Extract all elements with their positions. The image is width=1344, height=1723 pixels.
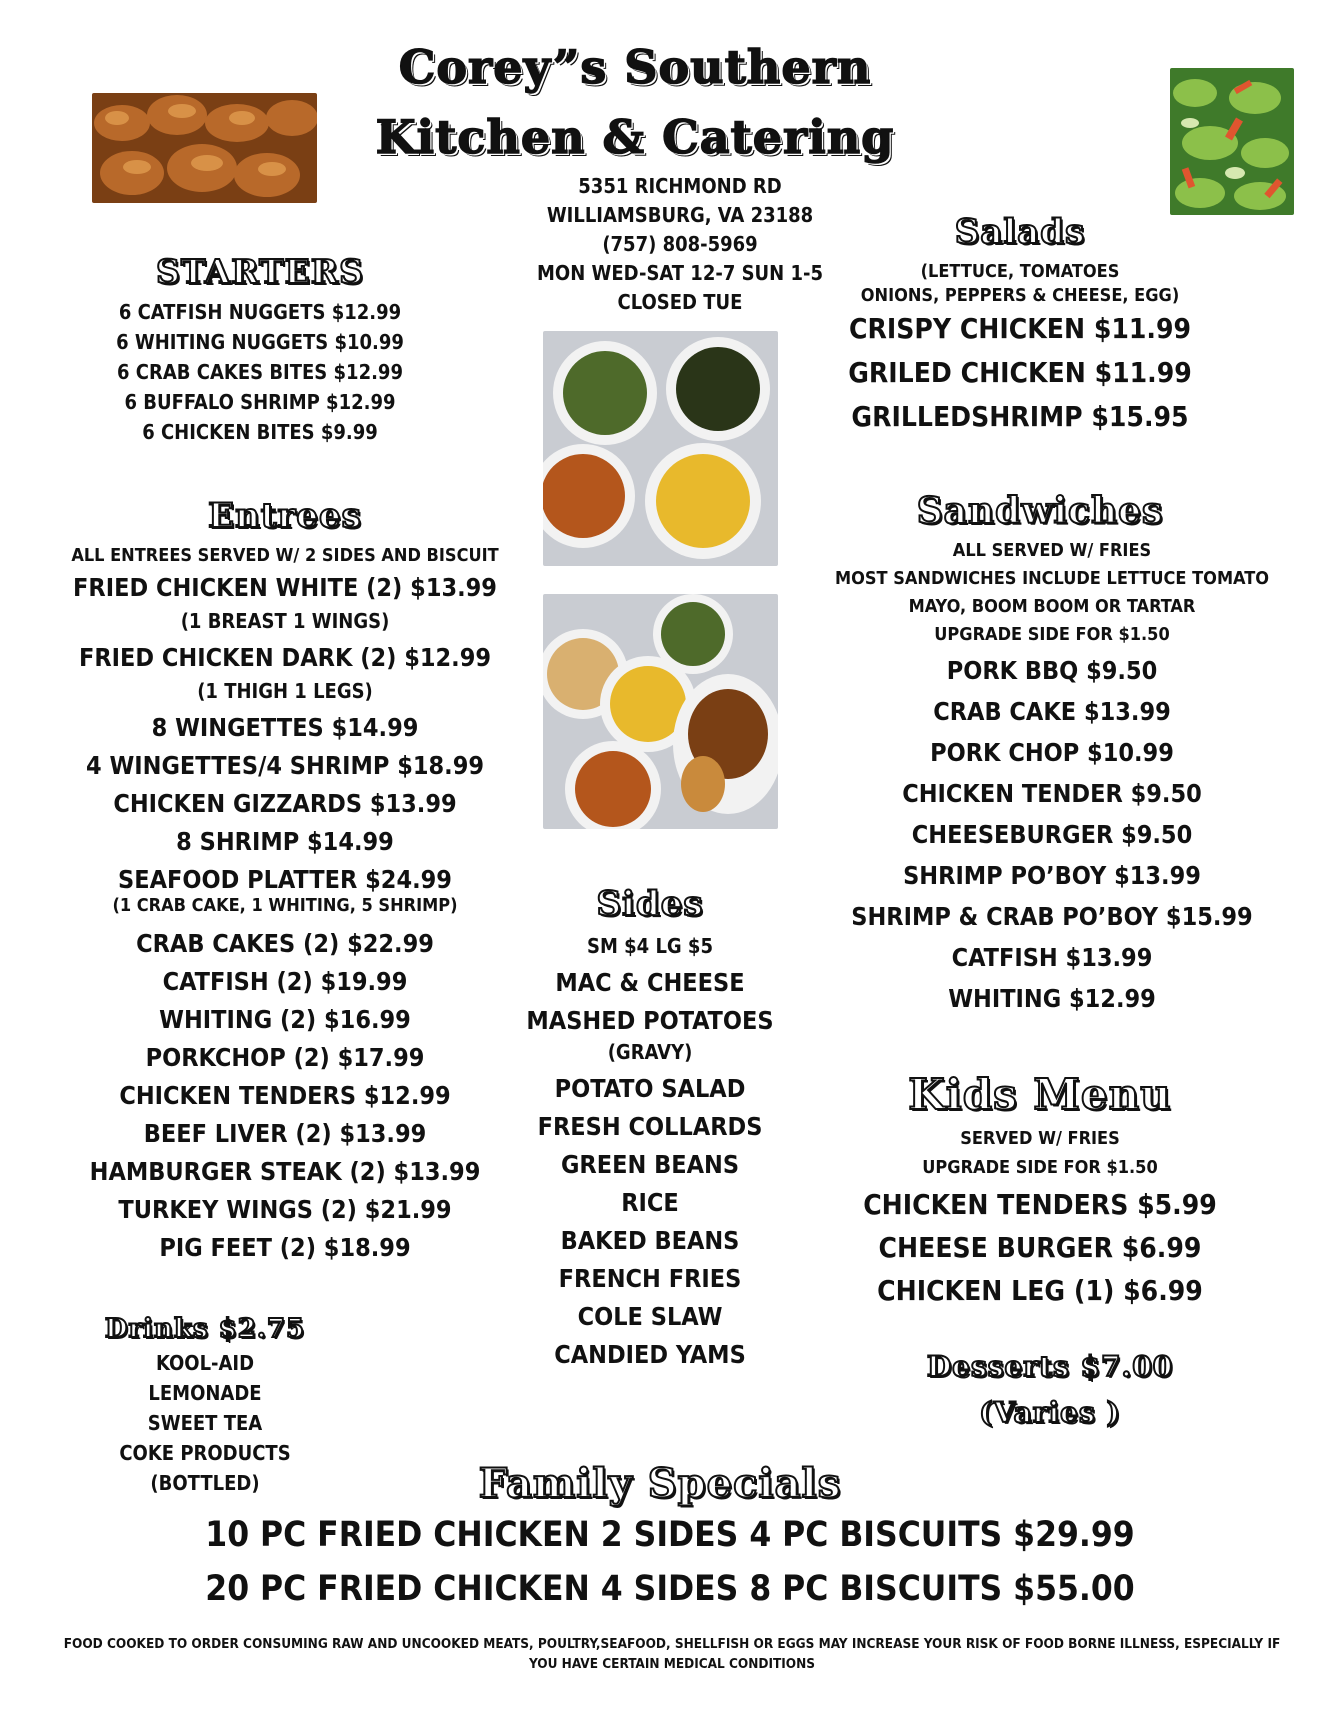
entree-item: WHITING (2) $16.99 xyxy=(159,1005,411,1034)
disclaimer-line: FOOD COOKED TO ORDER CONSUMING RAW AND UNCOOKED MEATS, POULTRY,SEAFOOD, SHELLFISH OR EGGS MAY INCREASE YOUR RISK OF FOOD BORNE ILLNESS, ESPECIALLY IF xyxy=(63,1636,1281,1652)
drink-item: COKE PRODUCTS xyxy=(119,1441,291,1465)
disclaimer-line: YOU HAVE CERTAIN MEDICAL CONDITIONS xyxy=(528,1656,816,1672)
starter-item: 6 CRAB CAKES BITES $12.99 xyxy=(117,360,403,384)
salad-item: CRISPY CHICKEN $11.99 xyxy=(848,312,1192,345)
desserts-note: (Varies ) xyxy=(979,1396,1121,1429)
entrees-list xyxy=(70,547,500,1273)
opening-hours: MON WED-SAT 12-7 SUN 1-5 xyxy=(536,261,823,285)
starter-item: 6 CATFISH NUGGETS $12.99 xyxy=(118,300,402,324)
drinks-list xyxy=(60,1353,350,1503)
side-item: BAKED BEANS xyxy=(560,1226,740,1255)
sides-bowls-photo xyxy=(543,331,778,566)
entree-item: FRIED CHICKEN WHITE (2) $13.99 xyxy=(73,573,497,602)
family-special-item: 10 PC FRIED CHICKEN 2 SIDES 4 PC BISCUITS $29.99 xyxy=(205,1515,1135,1555)
side-item: CANDIED YAMS xyxy=(554,1340,746,1369)
drink-item: SWEET TEA xyxy=(147,1411,263,1435)
salad-photo xyxy=(1170,68,1294,215)
side-item-detail: (GRAVY) xyxy=(607,1040,693,1064)
side-item: MAC & CHEESE xyxy=(555,968,745,997)
entrees-heading: Entrees xyxy=(208,496,362,536)
kids-note: UPGRADE SIDE FOR $1.50 xyxy=(922,1157,1158,1178)
salads-note: (LETTUCE, TOMATOES xyxy=(920,261,1120,282)
sandwiches-note: UPGRADE SIDE FOR $1.50 xyxy=(934,624,1170,645)
sandwiches-note: ALL SERVED W/ FRIES xyxy=(952,540,1152,561)
salad-item: GRILED CHICKEN $11.99 xyxy=(848,356,1192,389)
starter-item: 6 BUFFALO SHRIMP $12.99 xyxy=(124,390,396,414)
address-city: WILLIAMSBURG, VA 23188 xyxy=(546,203,814,227)
entree-item: BEEF LIVER (2) $13.99 xyxy=(143,1119,427,1148)
entree-item: 8 SHRIMP $14.99 xyxy=(176,827,394,856)
phone-number: (757) 808-5969 xyxy=(602,232,758,256)
sandwich-item: SHRIMP PO’BOY $13.99 xyxy=(903,861,1201,890)
drink-item: LEMONADE xyxy=(148,1381,262,1405)
side-item: FRESH COLLARDS xyxy=(537,1112,763,1141)
side-item: POTATO SALAD xyxy=(554,1074,746,1103)
restaurant-name-line2: Kitchen & Catering xyxy=(375,110,895,164)
entree-item: SEAFOOD PLATTER $24.99 xyxy=(118,865,452,894)
salads-note: ONIONS, PEPPERS & CHEESE, EGG) xyxy=(860,285,1180,306)
kids-item: CHICKEN TENDERS $5.99 xyxy=(863,1188,1217,1221)
entree-detail: (1 CRAB CAKE, 1 WHITING, 5 SHRIMP) xyxy=(112,895,458,916)
side-item: FRENCH FRIES xyxy=(558,1264,742,1293)
starters-heading: STARTERS xyxy=(156,252,364,291)
salads-heading: Salads xyxy=(954,212,1086,252)
drink-item: KOOL-AID xyxy=(155,1351,255,1375)
entree-item: HAMBURGER STEAK (2) $13.99 xyxy=(89,1157,481,1186)
entree-detail: (1 THIGH 1 LEGS) xyxy=(197,679,373,703)
sandwiches-note: MOST SANDWICHES INCLUDE LETTUCE TOMATO xyxy=(834,568,1270,589)
starter-item: 6 CHICKEN BITES $9.99 xyxy=(142,420,378,444)
sides-heading: Sides xyxy=(596,884,704,924)
entree-item: CHICKEN TENDERS $12.99 xyxy=(119,1081,451,1110)
sandwich-item: CHICKEN TENDER $9.50 xyxy=(902,779,1202,808)
entree-item: CRAB CAKES (2) $22.99 xyxy=(136,929,434,958)
kids-note: SERVED W/ FRIES xyxy=(960,1128,1120,1149)
plate-photo xyxy=(543,594,778,829)
address-street: 5351 RICHMOND RD xyxy=(578,174,782,198)
entree-item: FRIED CHICKEN DARK (2) $12.99 xyxy=(78,643,492,672)
entree-item: PORKCHOP (2) $17.99 xyxy=(145,1043,425,1072)
kids-menu-heading: Kids Menu xyxy=(908,1070,1172,1119)
kids-item: CHICKEN LEG (1) $6.99 xyxy=(877,1274,1203,1307)
sandwiches-note: MAYO, BOOM BOOM OR TARTAR xyxy=(908,596,1196,617)
side-item: GREEN BEANS xyxy=(560,1150,740,1179)
sandwich-item: CRAB CAKE $13.99 xyxy=(933,697,1171,726)
salad-item: GRILLEDSHRIMP $15.95 xyxy=(851,400,1189,433)
sides-price: SM $4 LG $5 xyxy=(587,934,713,958)
drink-item: (BOTTLED) xyxy=(150,1471,260,1495)
fried-chicken-photo xyxy=(92,93,317,203)
entree-item: TURKEY WINGS (2) $21.99 xyxy=(118,1195,452,1224)
side-item: MASHED POTATOES xyxy=(526,1006,774,1035)
entrees-note: ALL ENTREES SERVED W/ 2 SIDES AND BISCUIT xyxy=(71,545,499,566)
sandwich-item: PORK BBQ $9.50 xyxy=(946,656,1158,685)
sandwich-item: PORK CHOP $10.99 xyxy=(930,738,1174,767)
kids-item: CHEESE BURGER $6.99 xyxy=(878,1231,1202,1264)
sides-list xyxy=(510,936,790,1380)
entree-item: 8 WINGETTES $14.99 xyxy=(151,713,419,742)
closed-day: CLOSED TUE xyxy=(617,290,743,314)
family-special-item: 20 PC FRIED CHICKEN 4 SIDES 8 PC BISCUITS $55.00 xyxy=(205,1569,1135,1609)
sandwich-item: CHEESEBURGER $9.50 xyxy=(911,820,1193,849)
sandwiches-list xyxy=(812,542,1292,1027)
disclaimer xyxy=(0,1638,1344,1678)
restaurant-name-line1: Corey”s Southern xyxy=(398,40,872,94)
sandwich-item: CATFISH $13.99 xyxy=(951,943,1153,972)
salads-list xyxy=(840,263,1200,447)
sandwich-item: WHITING $12.99 xyxy=(948,984,1156,1013)
entree-item: PIG FEET (2) $18.99 xyxy=(159,1233,411,1262)
entree-item: CHICKEN GIZZARDS $13.99 xyxy=(113,789,457,818)
desserts-heading: Desserts $7.00 xyxy=(926,1350,1174,1383)
sandwiches-heading: Sandwiches xyxy=(916,490,1164,532)
entree-item: CATFISH (2) $19.99 xyxy=(162,967,408,996)
family-specials-heading: Family Specials xyxy=(478,1460,842,1507)
entree-item: 4 WINGETTES/4 SHRIMP $18.99 xyxy=(85,751,484,780)
starters-list xyxy=(90,302,430,452)
drinks-heading: Drinks $2.75 xyxy=(104,1314,306,1344)
family-specials-list xyxy=(130,1515,1210,1626)
side-item: COLE SLAW xyxy=(577,1302,723,1331)
address-block xyxy=(520,176,840,321)
sandwich-item: SHRIMP & CRAB PO’BOY $15.99 xyxy=(851,902,1253,931)
side-item: RICE xyxy=(621,1188,679,1217)
entree-detail: (1 BREAST 1 WINGS) xyxy=(180,609,390,633)
starter-item: 6 WHITING NUGGETS $10.99 xyxy=(116,330,404,354)
kids-menu-list xyxy=(840,1130,1240,1320)
